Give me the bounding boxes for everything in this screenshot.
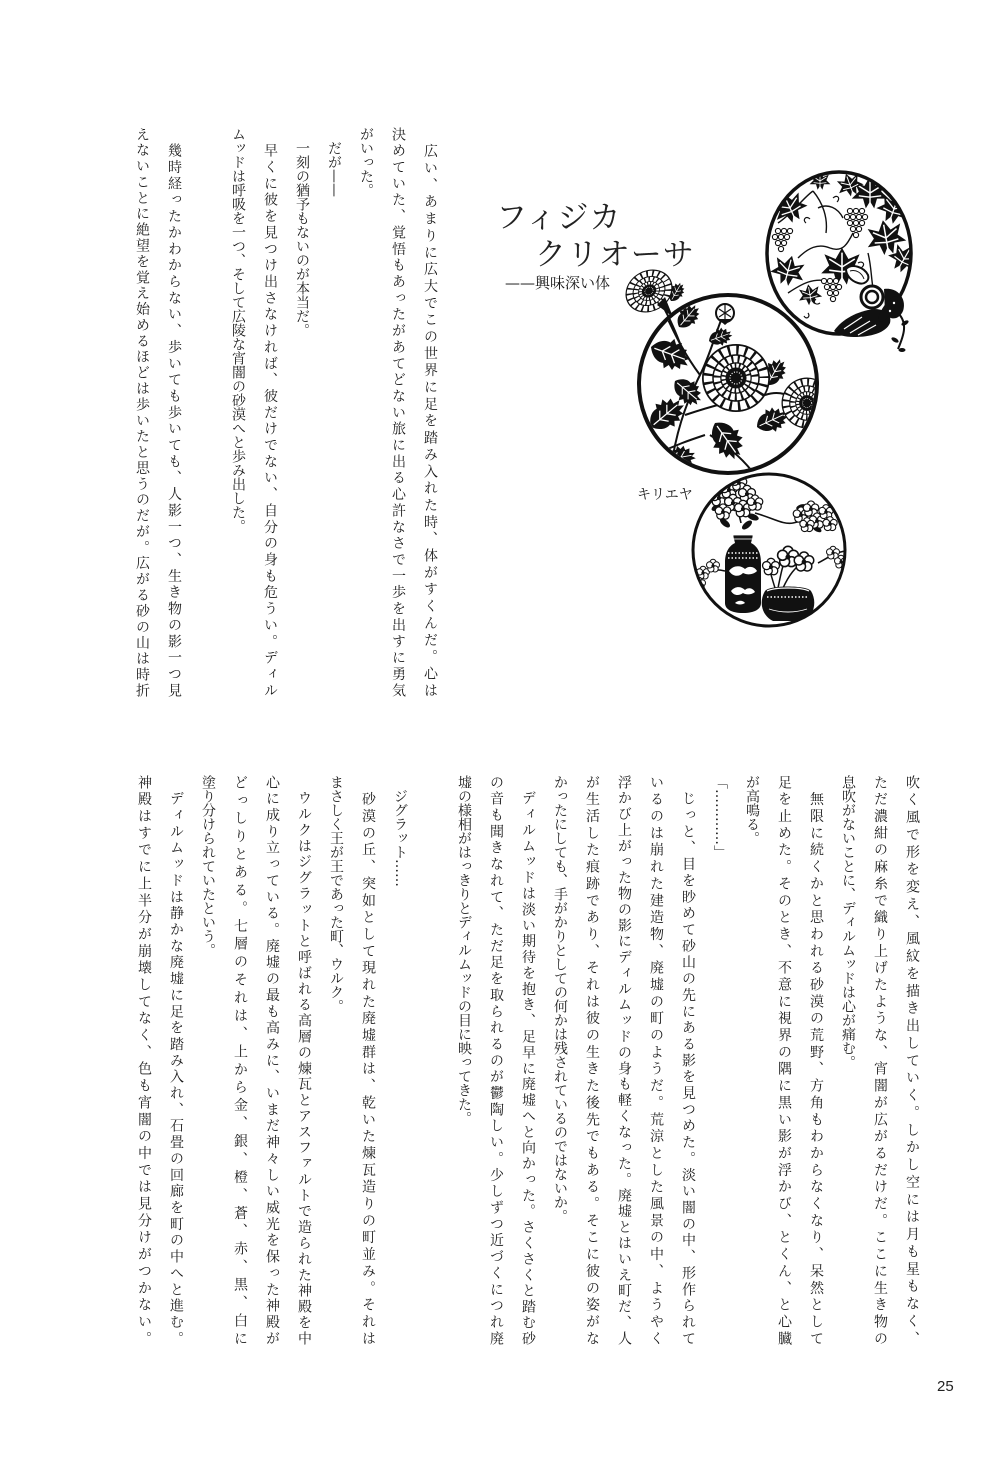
vases-blossoms-medallion-icon — [683, 463, 858, 638]
text-column: だが—— — [326, 127, 342, 197]
text-block-bottom — [128, 775, 928, 1345]
text-column: ジグラット…… — [392, 775, 408, 887]
text-column: が高鳴る。 — [744, 775, 760, 845]
text-block-top — [126, 127, 446, 697]
blank-column — [190, 127, 222, 697]
author-name: キリエヤ — [637, 487, 693, 503]
chrysanthemum-icon — [641, 299, 832, 475]
text-column: 足を止めた。そのとき、不意に視界の隅に黒い影が浮かび、とくん、と心臓 — [776, 775, 792, 1345]
text-column: 塗り分けられていたという。 — [200, 775, 216, 957]
text-column: 息吹がないことに、ディルムッドは心が痛む。 — [840, 775, 856, 1069]
page-number: 25 — [937, 1378, 954, 1395]
text-column: 吹く風で形を変え、風紋を描き出していく。しかし空には月も星もなく、 — [904, 775, 920, 1345]
text-column: 幾時経ったかわからない、歩いても歩いても、人影一つ、生き物の影一つ見 — [166, 127, 182, 697]
text-column: かったにしても、手がかりとしての何かは残されているのではないか。 — [552, 775, 568, 1223]
flower-pot-icon — [762, 546, 815, 621]
text-column: ムッドは呼吸を一つ、そして広陵な宵闇の砂漠へと歩み出した。 — [230, 127, 246, 533]
text-column: 浮かび上がった物の影にディルムッドの身も軽くなった。廃墟とはいえ町だ、人 — [616, 775, 632, 1345]
text-column: 心に成り立っている。廃墟の最も高みに、いまだ神々しい威光を保った神殿が — [264, 775, 280, 1345]
text-column: 「…………」 — [712, 775, 728, 859]
text-column: 広い、あまりに広大でこの世界に足を踏み入れた時、体がすくんだ。心は — [422, 127, 438, 697]
blank-column — [416, 775, 448, 1345]
text-column: がいった。 — [358, 127, 374, 197]
text-column: 決めていた、覚悟もあったがあてどない旅に出る心許なさで一歩を出すに勇気 — [390, 127, 406, 697]
text-column: どっしりとある。七層のそれは、上から金、銀、橙、蒼、赤、黒、白に — [232, 775, 248, 1345]
text-column: 砂漠の丘、突如として現れた廃墟群は、乾いた煉瓦造りの町並み。それは — [360, 775, 376, 1345]
text-column: ただ濃紺の麻糸で織り上げたような、宵闇が広がるだけだ。ここに生き物の — [872, 775, 888, 1345]
text-column: 無限に続くかと思われる砂漠の荒野、方角もわからなくなり、呆然として — [808, 775, 824, 1345]
story-subtitle: ——興味深い体 — [505, 274, 611, 292]
text-column: が生活した痕跡であり、それは彼の生きた後先でもある。そこに彼の姿がな — [584, 775, 600, 1345]
text-column: 墟の様相がはっきりとディルムッドの目に映ってきた。 — [456, 775, 472, 1125]
text-column: まさしく王が王であった町、ウルク。 — [328, 775, 344, 1013]
text-column: いるのは崩れた建造物、廃墟の町のようだ。荒涼とした風景の中、ようやく — [648, 775, 664, 1345]
tall-vase-icon — [725, 535, 761, 613]
chrysanthemum-medallion-icon — [615, 255, 830, 485]
text-column: ディルムッドは淡い期待を抱き、足早に廃墟へと向かった。さくさくと踏む砂 — [520, 775, 536, 1346]
text-column: えないことに絶望を覚え始めるほどは歩いたと思うのだが。広がる砂の山は時折 — [134, 127, 150, 698]
text-column: ディルムッドは静かな廃墟に足を踏み入れ、石畳の回廊を町の中へと進む。 — [168, 775, 184, 1345]
story-title-line1: フィジカ — [496, 200, 622, 236]
story-title-line2: クリオーサ — [535, 237, 695, 273]
text-column: 一刻の猶予もないのが本当だ。 — [294, 127, 310, 337]
text-column: ウルクはジグラットと呼ばれる高層の煉瓦とアスファルトで造られた神殿を中 — [296, 775, 312, 1345]
text-column: 神殿はすでに上半分が崩壊してなく、色も宵闇の中では見分けがつかない。 — [136, 775, 152, 1345]
text-column: じっと、目を眇めて砂山の先にある影を見つめた。淡い闇の中、形作られて — [680, 775, 696, 1345]
text-column: 早くに彼を見つけ出さなければ、彼だけでない、自分の身も危うい。ディル — [262, 127, 278, 697]
text-column: の音も聞きなれて、ただ足を取られるのが鬱陶しい。少しずつ近づくにつれ廃 — [488, 775, 504, 1345]
